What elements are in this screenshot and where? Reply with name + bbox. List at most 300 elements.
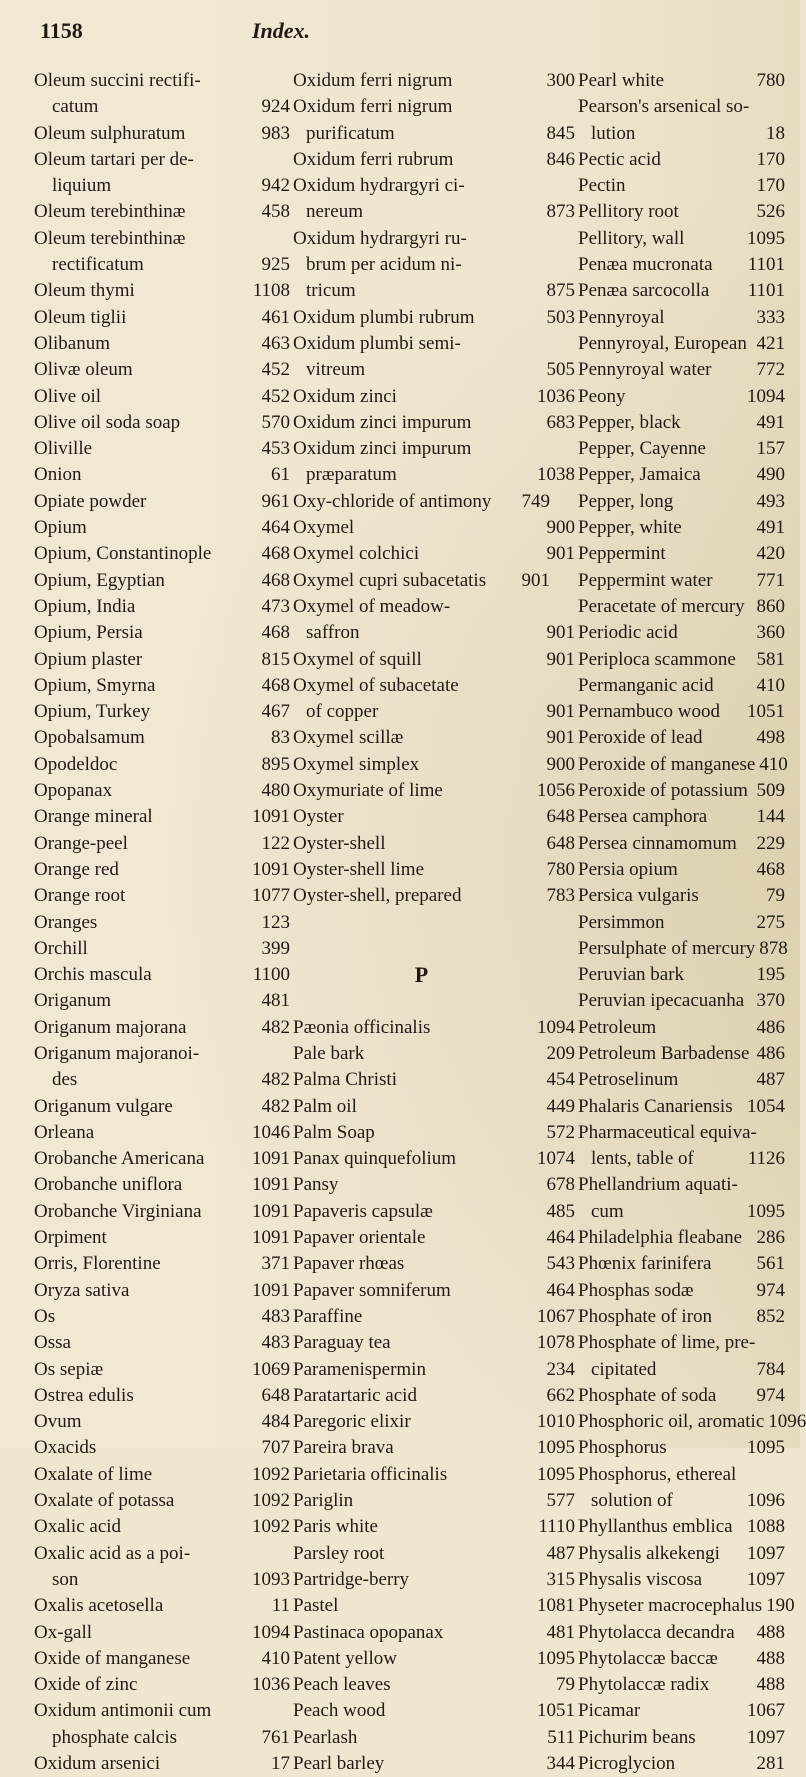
index-entry (535, 988, 785, 1014)
entry-text: Phosphate of lime, pre- (578, 1332, 756, 1354)
index-entry (34, 489, 250, 515)
entry-text: Oxy-chloride of antimony (293, 490, 492, 512)
entry-text: Palma Christi (293, 1069, 397, 1091)
index-entry (34, 1672, 250, 1698)
page-ref: 1100 (252, 964, 290, 986)
entry-text: Phellandrium aquati- (578, 1174, 738, 1196)
index-entry (535, 673, 785, 699)
page-ref: 1095 (747, 1437, 785, 1459)
index-entry (34, 1330, 250, 1356)
entry-text: Persia opium (578, 858, 678, 880)
entry-text: Pellitory, wall (578, 227, 685, 249)
page-ref: 370 (756, 990, 785, 1012)
entry-text: Persulphate of mercury (578, 937, 756, 959)
page-ref: 18 (766, 122, 785, 144)
index-entry (34, 331, 250, 357)
entry-text: Pectin (578, 175, 626, 197)
index-entry (250, 594, 550, 620)
entry-text: Peach leaves (293, 1674, 391, 1696)
index-entry (535, 1593, 795, 1619)
entry-text: of copper (306, 701, 379, 723)
page-ref: 901 (546, 622, 575, 644)
entry-text: Phalaris Canariensis (578, 1095, 733, 1117)
page-ref: 300 (546, 70, 575, 91)
page-ref: 1096 (768, 1411, 806, 1433)
index-entry (250, 1725, 550, 1751)
index-entry (250, 962, 550, 988)
index-entry (535, 647, 785, 673)
entry-text: Paris white (293, 1516, 378, 1538)
page-ref: 543 (546, 1253, 575, 1275)
entry-text: Pearl white (578, 70, 665, 91)
index-entry (535, 410, 785, 436)
page-ref: 1091 (252, 1174, 290, 1196)
entry-text: Olibanum (34, 332, 110, 354)
index-entry (250, 673, 550, 699)
index-entry (250, 515, 550, 541)
page-ref: 815 (261, 648, 290, 670)
entry-text: Oleum sulphuratum (34, 122, 186, 144)
entry-text: Pennyroyal water (578, 359, 712, 381)
index-entry (34, 68, 250, 94)
page-ref: 1093 (252, 1568, 290, 1590)
entry-text: Orchis mascula (34, 964, 152, 986)
index-entry (535, 305, 785, 331)
page-ref: 900 (546, 753, 575, 775)
entry-text: Opium, Persia (34, 622, 143, 644)
index-entry (34, 515, 250, 541)
index-entry (535, 1751, 785, 1777)
page-ref: 1051 (537, 1700, 575, 1722)
entry-text: Oxymel of subacetate (293, 674, 459, 696)
index-entry (535, 1041, 785, 1067)
index-entry (34, 252, 250, 278)
entry-text: Oxidum ferri nigrum (293, 70, 453, 91)
entry-text: Pearlash (293, 1726, 358, 1748)
entry-text: Origanum majoranoi- (34, 1042, 200, 1064)
page-ref: 483 (261, 1305, 290, 1327)
index-entry (535, 1620, 785, 1646)
page-ref (535, 436, 575, 462)
index-entry (535, 699, 785, 725)
page-ref: 461 (261, 306, 290, 328)
page-number: 1158 (40, 18, 83, 43)
entry-text: Opium, Smyrna (34, 674, 156, 696)
page-ref: 1096 (747, 1490, 785, 1512)
index-entry (34, 1488, 250, 1514)
entry-text: Pastinaca opopanax (293, 1621, 444, 1643)
index-entry (535, 910, 785, 936)
entry-text: cum (591, 1200, 624, 1222)
index-entry (34, 1120, 250, 1146)
index-entry (535, 173, 785, 199)
index-entry (250, 1541, 550, 1567)
entry-text: Oyster-shell, prepared (293, 885, 462, 907)
index-entry (34, 121, 250, 147)
page-ref (535, 988, 575, 1014)
entry-text: Orange-peel (34, 832, 128, 854)
index-entry (535, 94, 785, 120)
entry-text: Origanum majorana (34, 1016, 187, 1038)
entry-text: Orobanche Virginiana (34, 1200, 202, 1222)
entry-text: Oxidum plumbi rubrum (293, 306, 475, 328)
page-ref: 488 (756, 1621, 785, 1643)
entry-text: Pellitory root (578, 201, 679, 223)
index-entry (535, 331, 785, 357)
page-ref: 878 (759, 937, 788, 959)
index-entry (535, 1146, 785, 1172)
entry-text: Papaveris capsulæ (293, 1200, 433, 1222)
entry-text: Opodeldoc (34, 753, 118, 775)
index-entry (535, 1383, 785, 1409)
index-entry (535, 252, 785, 278)
page-ref: 846 (546, 148, 575, 170)
entry-text: Pansy (293, 1174, 339, 1196)
page-ref: 487 (546, 1542, 575, 1564)
index-entry (535, 1672, 785, 1698)
index-entry (34, 1172, 250, 1198)
page-ref (535, 173, 575, 199)
entry-text: Physalis alkekengi (578, 1542, 720, 1564)
index-entry (34, 278, 250, 304)
index-entry (250, 1278, 550, 1304)
page-ref: 281 (756, 1753, 785, 1774)
entry-text: Peppermint water (578, 569, 713, 591)
index-entry (250, 857, 550, 883)
entry-text: Olivæ oleum (34, 359, 133, 381)
entry-text: Peroxide of potassium (578, 780, 748, 802)
page-ref (250, 1698, 290, 1724)
page-ref: 783 (546, 885, 575, 907)
page-ref: 1077 (252, 885, 290, 907)
entry-text: Paregoric elixir (293, 1411, 411, 1433)
index-entry (250, 436, 550, 462)
entry-text: Oxidum ferri nigrum (293, 96, 453, 118)
entry-text: Pastel (293, 1595, 339, 1617)
entry-text: rectificatum (52, 254, 144, 276)
entry-text: Oleum terebinthinæ (34, 201, 186, 223)
index-entry (250, 883, 550, 909)
index-entry (250, 278, 550, 304)
index-entry (250, 489, 550, 515)
index-entry (250, 752, 550, 778)
index-entry (535, 804, 785, 830)
index-entry (34, 1751, 250, 1777)
page-ref: 648 (546, 832, 575, 854)
page-ref: 464 (261, 517, 290, 539)
index-entry (250, 305, 550, 331)
entry-text: Pariglin (293, 1490, 354, 1512)
entry-text: Olive oil (34, 385, 102, 407)
index-entry (34, 1094, 250, 1120)
entry-text: Onion (34, 464, 82, 486)
entry-text: Oyster-shell (293, 832, 386, 854)
entry-text: Persica vulgaris (578, 885, 699, 907)
index-entry (535, 1251, 785, 1277)
index-entry (34, 436, 250, 462)
page-ref (250, 1541, 290, 1567)
index-entry (250, 1462, 550, 1488)
entry-text: Orange red (34, 858, 119, 880)
page-ref: 452 (261, 359, 290, 381)
page-ref: 468 (261, 569, 290, 591)
page-ref: 360 (756, 622, 785, 644)
index-entry (34, 384, 250, 410)
entry-text: Paraffine (293, 1305, 363, 1327)
entry-text: Opium (34, 517, 87, 539)
page-ref (535, 252, 575, 278)
index-entry (34, 647, 250, 673)
entry-text: Opium, Egyptian (34, 569, 165, 591)
entry-text: catum (52, 96, 99, 118)
entry-text: Petroleum (578, 1016, 657, 1038)
page-ref: 487 (756, 1069, 785, 1091)
entry-text (290, 936, 550, 962)
page-ref: 1091 (252, 858, 290, 880)
page-ref: 468 (261, 622, 290, 644)
page-ref: 784 (756, 1358, 785, 1380)
page-ref: 17 (271, 1753, 290, 1774)
page-ref: 468 (756, 858, 785, 880)
page-ref: 1054 (747, 1095, 785, 1117)
entry-text: Oleum succini rectifi- (34, 70, 201, 91)
entry-text: Pearl barley (293, 1753, 385, 1774)
page-ref: 1092 (252, 1463, 290, 1485)
index-entry (34, 568, 250, 594)
entry-text: Oxidum plumbi semi- (293, 332, 461, 354)
page-ref: 79 (556, 1674, 575, 1696)
page-ref: 473 (261, 595, 290, 617)
page-ref: 648 (546, 806, 575, 828)
entry-text: Oxidum zinci (293, 385, 397, 407)
index-entry (34, 305, 250, 331)
entry-text: Periploca scammone (578, 648, 736, 670)
page-ref (250, 226, 290, 252)
page-ref: 1091 (252, 1227, 290, 1249)
page-ref: 509 (756, 780, 785, 802)
page-ref: 229 (756, 832, 785, 854)
entry-text: Phosphate of iron (578, 1305, 713, 1327)
index-entry (535, 1067, 785, 1093)
index-entry (250, 541, 550, 567)
entry-text: Pareira brava (293, 1437, 394, 1459)
page-ref: 486 (756, 1042, 785, 1064)
page-ref: 925 (261, 254, 290, 276)
index-entry (250, 725, 550, 751)
index-entry (250, 1357, 550, 1383)
page-ref: 1088 (747, 1516, 785, 1538)
page-ref: 482 (261, 1069, 290, 1091)
entry-text: Oxalic acid (34, 1516, 122, 1538)
entry-text: Partridge-berry (293, 1568, 410, 1590)
index-entry (34, 1646, 250, 1672)
entry-text: Peroxide of manganese (578, 753, 756, 775)
page-ref: 772 (756, 359, 785, 381)
page-ref: 1038 (537, 464, 575, 486)
entry-text: Oxalate of potassa (34, 1490, 175, 1512)
index-entry (535, 489, 785, 515)
entry-text: vitreum (306, 359, 366, 381)
page-ref: 901 (546, 701, 575, 723)
index-entry (34, 1278, 250, 1304)
page-ref: 1036 (252, 1674, 290, 1696)
index-entry (535, 1725, 785, 1751)
entry-text: Parietaria officinalis (293, 1463, 448, 1485)
page-ref: 780 (546, 858, 575, 880)
page-ref: 1095 (747, 1200, 785, 1222)
page-ref: 860 (756, 595, 785, 617)
index-entry (250, 804, 550, 830)
index-entry (535, 121, 785, 147)
entry-text: Pennyroyal (578, 306, 665, 328)
index-entry (34, 962, 250, 988)
entry-text: Oleum tiglii (34, 306, 127, 328)
index-entry (34, 831, 250, 857)
page-ref: 1091 (252, 1200, 290, 1222)
page-ref: 707 (261, 1437, 290, 1459)
page-ref: 901 (546, 727, 575, 749)
entry-text: Ovum (34, 1411, 82, 1433)
entry-text: Oxidum antimonii cum (34, 1700, 212, 1722)
page-ref (535, 962, 575, 988)
page-ref: 371 (261, 1253, 290, 1275)
index-entry (250, 1593, 550, 1619)
index-entry (34, 804, 250, 830)
entry-text: Oxacids (34, 1437, 97, 1459)
page-ref: 468 (261, 543, 290, 565)
entry-text: Olive oil soda soap (34, 411, 181, 433)
index-entry (250, 226, 550, 252)
index-entry (250, 1514, 550, 1540)
entry-text: Pepper, Jamaica (578, 464, 701, 486)
page-ref: 449 (546, 1095, 575, 1117)
page-ref: 491 (756, 517, 785, 539)
entry-text: Oxide of zinc (34, 1674, 138, 1696)
index-entry (34, 1593, 250, 1619)
entry-text: Phosphorus, ethereal (578, 1463, 737, 1485)
entry-text: lution (591, 122, 636, 144)
index-entry (34, 699, 250, 725)
entry-text: Oyster (293, 806, 344, 828)
index-entry (34, 1041, 250, 1067)
page-ref: 1067 (537, 1305, 575, 1327)
page-ref: 483 (261, 1332, 290, 1354)
entry-text: Pennyroyal, European (578, 332, 747, 354)
index-entry (34, 199, 250, 225)
page-ref: 1078 (537, 1332, 575, 1354)
page-ref: 453 (261, 438, 290, 460)
index-entry (250, 1251, 550, 1277)
entry-text: Opium, India (34, 595, 136, 617)
index-entry (34, 778, 250, 804)
page-ref (250, 1041, 290, 1067)
page-ref: 983 (261, 122, 290, 144)
index-entry (535, 1015, 785, 1041)
entry-text: Oxymel simplex (293, 753, 420, 775)
entry-text: Pepper, Cayenne (578, 438, 706, 460)
entry-text: Peruvian bark (578, 964, 685, 986)
index-entry (535, 226, 785, 252)
page-ref: 924 (261, 96, 290, 118)
page-ref: 1091 (252, 1148, 290, 1170)
index-entry (535, 1094, 785, 1120)
entry-text: Origanum (34, 990, 112, 1012)
entry-text: Oxide of manganese (34, 1647, 191, 1669)
index-entry (34, 1514, 250, 1540)
entry-text: Pæonia officinalis (293, 1016, 431, 1038)
index-entry (34, 1357, 250, 1383)
page-ref: 468 (261, 674, 290, 696)
entry-text: Pernambuco wood (578, 701, 720, 723)
page-ref: 1092 (252, 1516, 290, 1538)
index-entry (250, 1304, 550, 1330)
index-entry (535, 1225, 785, 1251)
page-ref: 410 (759, 753, 788, 775)
page-ref: 974 (756, 1384, 785, 1406)
page-ref: 1095 (537, 1463, 575, 1485)
index-entry (34, 725, 250, 751)
index-entry (250, 1567, 550, 1593)
entry-text: brum per acidum ni- (306, 254, 462, 276)
entry-text: Parsley root (293, 1542, 385, 1564)
index-entry (535, 620, 785, 646)
entry-text: Oxymuriate of lime (293, 780, 443, 802)
entry-text: Origanum vulgare (34, 1095, 173, 1117)
index-entry (250, 1041, 550, 1067)
entry-text: Pale bark (293, 1042, 365, 1064)
page-ref: 11 (271, 1595, 290, 1617)
page-ref: 526 (756, 201, 785, 223)
index-entry (535, 462, 785, 488)
entry-text: Oxymel colchici (293, 543, 420, 565)
entry-text: Pepper, white (578, 517, 682, 539)
page-ref: 410 (261, 1647, 290, 1669)
index-entry (34, 1146, 250, 1172)
index-entry (535, 68, 785, 94)
page-ref (535, 568, 575, 594)
index-entry (34, 410, 250, 436)
index-entry (535, 357, 785, 383)
index-entry (34, 1067, 250, 1093)
page-ref: 1097 (747, 1542, 785, 1564)
entry-text: Picroglycion (578, 1753, 676, 1774)
index-entry (250, 1172, 550, 1198)
entry-text: Patent yellow (293, 1647, 397, 1669)
page-ref: 493 (756, 490, 785, 512)
page-ref: 1094 (252, 1621, 290, 1643)
page-ref: 190 (766, 1595, 795, 1617)
entry-text: purificatum (306, 122, 395, 144)
entry-text: Peach wood (293, 1700, 386, 1722)
page-ref (535, 94, 575, 120)
index-entry (535, 962, 785, 988)
entry-text: Papaver orientale (293, 1227, 426, 1249)
index-entry (535, 1357, 785, 1383)
page-ref: 1101 (747, 254, 785, 276)
entry-text: son (52, 1568, 79, 1590)
index-column-3 (535, 68, 806, 1777)
page-ref: 873 (546, 201, 575, 223)
page-ref: 1010 (537, 1411, 575, 1433)
entry-text: Pepper, black (578, 411, 681, 433)
entry-text: Phytolaccæ baccæ (578, 1647, 718, 1669)
index-entry (250, 1672, 550, 1698)
entry-text (290, 988, 550, 1014)
index-entry (250, 94, 550, 120)
index-entry (250, 1067, 550, 1093)
page-ref (535, 673, 575, 699)
index-entry (250, 831, 550, 857)
